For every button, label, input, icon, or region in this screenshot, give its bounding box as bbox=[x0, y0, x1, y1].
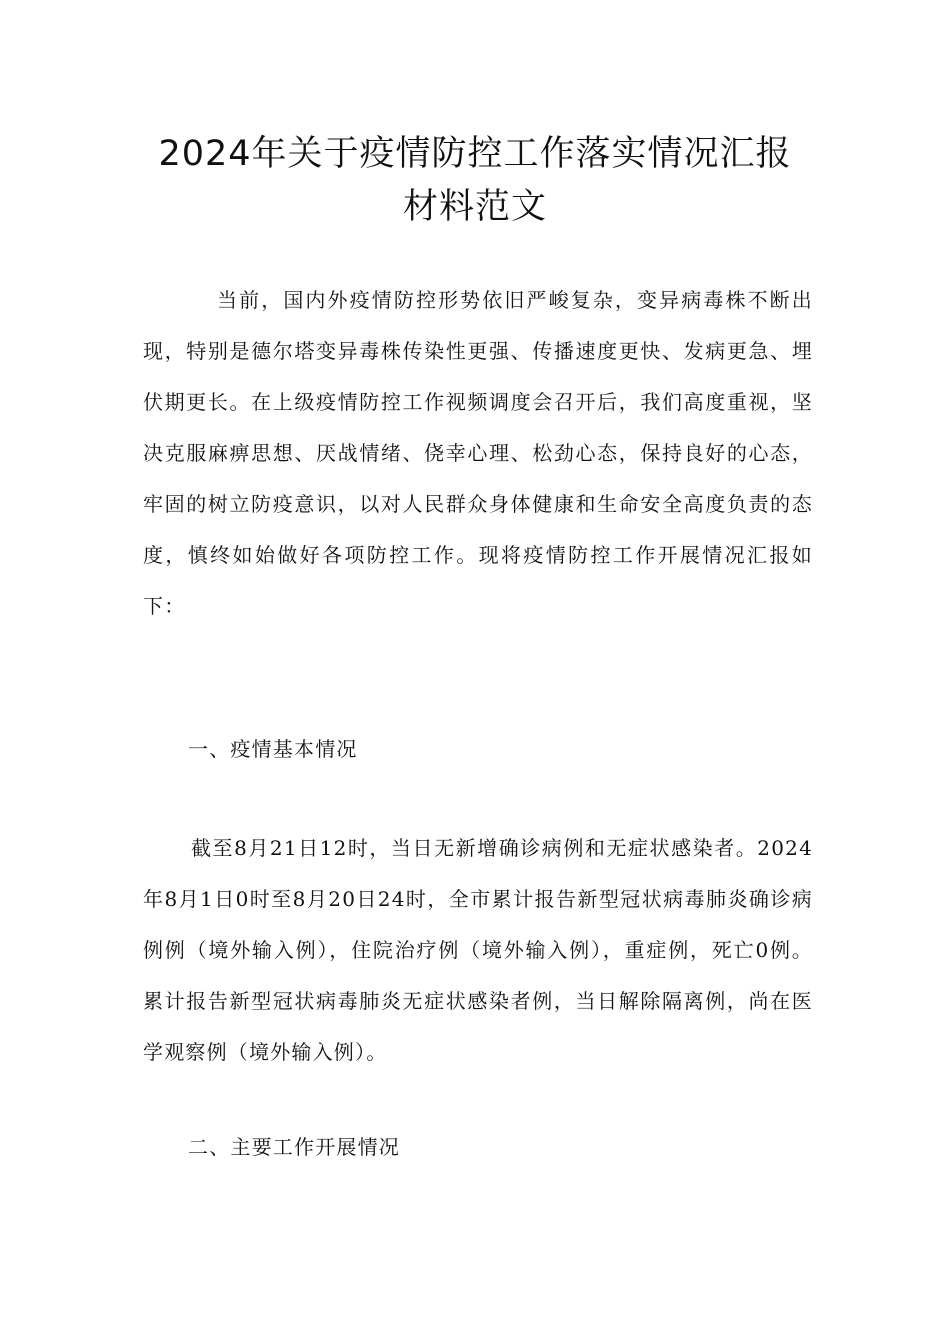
document-title-line-1: 2024年关于疫情防控工作落实情况汇报 bbox=[158, 134, 792, 174]
section-1-heading: 一、疫情基本情况 bbox=[188, 737, 358, 761]
intro-paragraph: 当前，国内外疫情防控形势依旧严峻复杂，变异病毒株不断出现，特别是德尔塔变异毒株传染性更强、传播速度更快、发病更急、埋伏期更长。在上级疫情防控工作视频调度会召开后，我们高度重视，坚决克服麻痹思想、厌战情绪、侥幸心理、松劲心态，保持良好的心态，牢固的树立防疫意识，以对人民群众身体健康和生命安全高度负责的态度，慎终如始做好各项防控工作。现将疫情防控工作开展情况汇报如下： bbox=[143, 288, 813, 618]
section-2-heading: 二、主要工作开展情况 bbox=[188, 1135, 400, 1159]
document-title-line-2: 材料范文 bbox=[402, 187, 547, 227]
section-1-paragraph: 截至8月21日12时，当日无新增确诊病例和无症状感染者。2024年8月1日0时至8月20日24时，全市累计报告新型冠状病毒肺炎确诊病例例（境外输入例），住院治疗例（境外输入例），重症例，死亡0例。累计报告新型冠状病毒肺炎无症状感染者例，当日解除隔离例，尚在医学观察例（境外输入例）。 bbox=[143, 836, 813, 1064]
